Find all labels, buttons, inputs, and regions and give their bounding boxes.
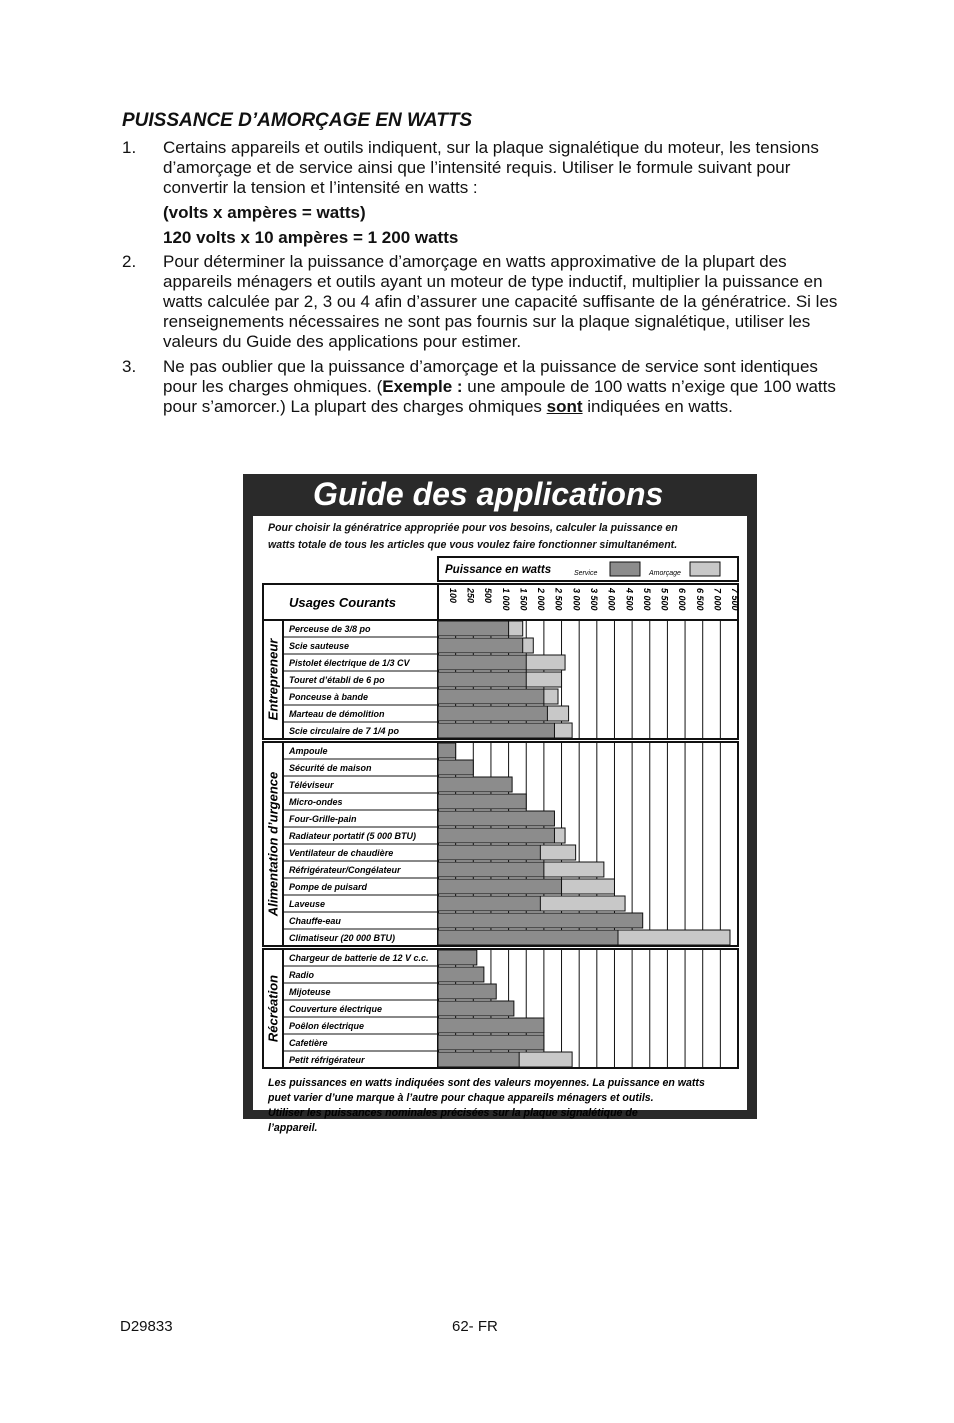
running-bar [438,638,523,653]
running-bar [438,811,554,826]
example-label: Exemple : [382,377,463,396]
x-tick-label: 5 500 [659,588,670,611]
appliance-label: Scie circulaire de 7 1/4 po [289,726,400,736]
group-label: Récréation [265,974,281,1043]
guide-intro-line: Pour choisir la génératrice appropriée pour vos besoins, calculer la puissance en [268,522,678,534]
running-bar [438,950,477,965]
running-bar [438,879,562,894]
list-number: 1. [122,138,137,157]
running-bar [438,845,540,860]
list-number: 2. [122,252,137,271]
guide-note-line: Utiliser les puissances nominales précisées sur la plaque signalétique de [268,1107,638,1119]
running-bar [438,913,643,928]
running-bar [438,1001,514,1016]
applications-guide [243,474,757,1134]
x-tick-label: 6 000 [677,588,688,611]
x-tick-label: 100 [447,588,458,604]
formula-general: (volts x ampères = watts) [163,203,366,222]
running-bar [438,760,473,775]
text-run: une ampoule de 100 watts n’exige que 100 watts pour s’amorcer.) La plupart des charges ohmiques [163,377,836,416]
guide-title: Guide des applications [313,476,664,512]
legend-running-swatch [610,562,640,576]
running-bar [438,706,547,721]
legend-starting-label: Amorçage [649,570,681,577]
guide-note-line: Les puissances en watts indiquées sont des valeurs moyennes. La puissance en watts [268,1077,705,1089]
page-number: 62- FR [452,1318,498,1335]
appliance-label: Radio [289,970,315,980]
running-bar [438,828,554,843]
running-bar [438,723,554,738]
legend-running-label: Service [574,570,598,577]
x-tick-label: 3 000 [571,588,582,611]
running-bar [438,794,526,809]
running-bar [438,1052,519,1067]
running-bar [438,777,512,792]
x-tick-label: 7 000 [712,588,723,611]
emphasis-word: sont [546,397,583,416]
appliance-label: Petit réfrigérateur [289,1055,365,1065]
list-text: Certains appareils et outils indiquent, sur la plaque signalétique du moteur, les tensions d’amorçage et de service ainsi que l’intensité requis. Utiliser le formule suivant pour convertir la tension et l’intensité en watts : [163,138,819,197]
appliance-label: Four-Grille-pain [289,814,357,824]
appliance-label: Ampoule [289,746,328,756]
x-tick-label: 4 000 [606,588,617,611]
running-bar [438,1035,544,1050]
header-label: Usages Courants [289,595,396,610]
running-bar [438,621,509,636]
x-tick-label: 2 500 [553,588,564,611]
appliance-label: Réfrigérateur/Congélateur [289,865,401,875]
appliance-label: Pistolet électrique de 1/3 CV [289,658,410,668]
appliance-label: Ventilateur de chaudière [289,848,394,858]
x-tick-label: 2 000 [536,588,547,611]
x-tick-label: 4 500 [624,588,635,611]
appliance-label: Couverture électrique [289,1004,383,1014]
list-text [163,357,842,417]
appliance-label: Cafetière [289,1038,328,1048]
list-item-2 [122,252,842,352]
section-heading: PUISSANCE D’AMORÇAGE EN WATTS [122,110,473,131]
x-tick-label: 5 000 [641,588,652,611]
x-tick-label: 3 500 [589,588,599,611]
running-bar [438,984,496,999]
running-bar [438,743,456,758]
guide-panel [253,516,747,1134]
guide-intro-line: watts totale de tous les articles que vous voulez faire fonctionner simultanément. [268,539,678,551]
appliance-label: Radiateur portatif (5 000 BTU) [289,831,417,841]
x-tick-label: 1 000 [500,588,511,611]
running-bar [438,967,484,982]
text-run: Ne pas oublier que la puissance d’amorçage et la puissance de service sont identiques pour les charges ohmiques. ( [163,357,818,396]
wattage-chart [253,516,747,1134]
running-bar [438,1018,544,1033]
legend-title: Puissance en watts [445,564,552,576]
appliance-label: Scie sauteuse [289,641,350,651]
running-bar [438,655,526,670]
running-bar [438,896,540,911]
x-tick-label: 6 500 [694,588,705,611]
guide-note-line: puet varier d’une marque à l’autre pour chaque appareils ménagers et outils. [268,1092,654,1104]
running-bar [438,862,544,877]
appliance-label: Chargeur de batterie de 12 V c.c. [289,953,429,963]
appliance-label: Pompe de puisard [289,882,368,892]
guide-note-line: l’appareil. [268,1122,318,1134]
appliance-label: Ponceuse à bande [289,692,369,702]
appliance-label: Laveuse [289,899,326,909]
text-run: indiquées en watts. [582,397,733,416]
running-bar [438,672,526,687]
list-item-1 [122,138,842,198]
x-tick-label: 1 500 [518,588,529,611]
list-text: Pour déterminer la puissance d’amorçage en watts approximative de la plupart des appareils ménagers et outils ayant un moteur de type inductif, multiplier la puissance en watts calculée par 2, 3 ou 4 afin d’assurer une capacité suffisante de la génératrice. Si les renseignements nécessaires ne sont pas fournis sur la plaque signalétique, utiliser les valeurs du Guide des applications pour estimer. [163,252,838,351]
running-bar [438,930,618,945]
appliance-label: Marteau de démolition [289,709,385,719]
list-item-3 [122,357,842,417]
appliance-label: Mijoteuse [289,987,331,997]
group-label: Alimentation d’urgence [265,771,281,917]
running-bar [438,689,544,704]
formula-example: 120 volts x 10 ampères = 1 200 watts [163,228,459,247]
document-number: D29833 [120,1318,173,1335]
appliance-label: Climatiseur (20 000 BTU) [289,933,396,943]
x-tick-label: 7 500 [730,588,741,611]
appliance-label: Sécurité de maison [289,763,372,773]
appliance-label: Touret d’établi de 6 po [289,675,385,685]
appliance-label: Perceuse de 3/8 po [289,624,371,634]
appliance-label: Téléviseur [289,780,334,790]
x-tick-label: 250 [465,588,476,604]
legend-starting-swatch [690,562,720,576]
x-tick-label: 500 [483,588,494,604]
appliance-label: Chauffe-eau [289,916,341,926]
appliance-label: Poêlon électrique [289,1021,365,1031]
list-number: 3. [122,357,137,376]
appliance-label: Micro-ondes [289,797,343,807]
group-label: Entrepreneur [265,638,281,721]
